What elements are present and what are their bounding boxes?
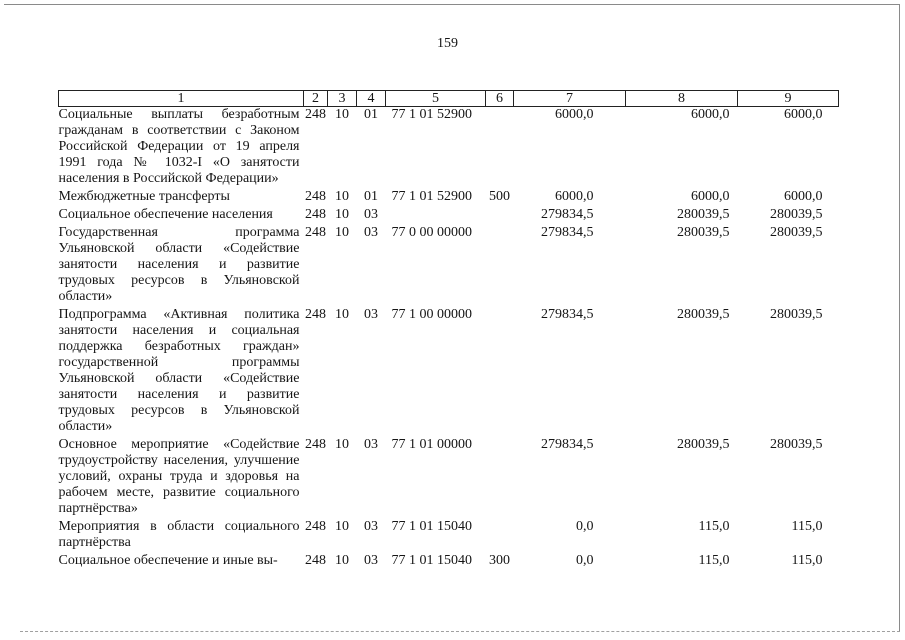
column-header: 3	[328, 91, 357, 107]
ministry-code: 248	[305, 553, 326, 568]
column-number-row	[59, 91, 839, 107]
amount-column-9: 115,0	[791, 553, 823, 568]
ministry-code: 248	[305, 189, 326, 204]
section-code: 10	[335, 307, 349, 322]
amount-column-7: 279834,5	[541, 207, 594, 222]
column-header: 8	[626, 91, 738, 107]
subsection-code: 03	[364, 225, 378, 240]
table-row	[59, 437, 839, 519]
section-code: 10	[335, 519, 349, 534]
expense-type-code	[486, 437, 514, 519]
column-header: 1	[59, 91, 304, 107]
amount-column-7: 279834,5	[541, 225, 594, 240]
expense-name: Межбюджетные трансферты	[58, 189, 230, 204]
amount-column-7: 279834,5	[541, 307, 594, 322]
amount-column-8: 280039,5	[677, 207, 730, 222]
expense-type-code	[486, 307, 514, 437]
subsection-code: 01	[364, 107, 378, 122]
subsection-code: 03	[364, 437, 378, 452]
table-row	[59, 189, 839, 207]
expense-type-code	[486, 519, 514, 553]
column-header: 9	[738, 91, 839, 107]
amount-column-9: 115,0	[791, 519, 823, 534]
amount-column-8: 115,0	[698, 519, 730, 534]
amount-column-8: 6000,0	[691, 189, 730, 204]
table-row	[59, 225, 839, 307]
ministry-code: 248	[305, 307, 326, 322]
amount-column-9: 280039,5	[770, 437, 823, 452]
column-header: 2	[304, 91, 328, 107]
section-code: 10	[335, 225, 349, 240]
target-article-code	[386, 207, 486, 225]
table-row	[59, 207, 839, 225]
amount-column-9: 280039,5	[770, 207, 823, 222]
amount-column-8: 280039,5	[677, 307, 730, 322]
expense-name: Мероприятия в области социального партнёрства	[58, 519, 300, 550]
amount-column-9: 280039,5	[770, 225, 823, 240]
amount-column-8: 115,0	[698, 553, 730, 568]
column-header: 5	[386, 91, 486, 107]
target-article-code: 77 0 00 00000	[391, 225, 472, 240]
expense-name: Подпрограмма «Активная политика занятости населения и социальная поддержка безработных граждан» государственной программы Ульяновской области «Содействие занятости населения и развитие трудовых ресурсов в Ульяновской области»	[58, 307, 300, 434]
subsection-code: 03	[364, 553, 378, 568]
target-article-code: 77 1 01 15040	[391, 519, 472, 534]
section-code: 10	[335, 189, 349, 204]
expense-name: Социальные выплаты безработным гражданам в соответствии с Законом Российской Федерации от 19 апреля 1991 года № 1032-I «О занятости населения в Российской Федерации»	[58, 107, 300, 186]
ministry-code: 248	[305, 519, 326, 534]
amount-column-7: 0,0	[576, 519, 594, 534]
subsection-code: 03	[364, 519, 378, 534]
expense-type-code: 500	[489, 189, 510, 204]
expense-type-code: 300	[489, 553, 510, 568]
amount-column-8: 280039,5	[677, 437, 730, 452]
amount-column-7: 6000,0	[555, 189, 594, 204]
target-article-code: 77 1 01 52900	[391, 189, 472, 204]
amount-column-8: 6000,0	[691, 107, 730, 122]
section-code: 10	[335, 437, 349, 452]
page-number: 159	[437, 36, 458, 51]
expense-type-code	[486, 225, 514, 307]
table-row	[59, 553, 839, 571]
ministry-code: 248	[305, 207, 326, 222]
target-article-code: 77 1 01 00000	[391, 437, 472, 452]
subsection-code: 01	[364, 189, 378, 204]
column-header: 7	[514, 91, 626, 107]
subsection-code: 03	[364, 207, 378, 222]
expense-name: Основное мероприятие «Содействие трудоустройству населения, улучшение условий, охраны труда и здоровья на рабочем месте, развитие социального партнёрства»	[58, 437, 300, 516]
budget-table	[58, 90, 839, 571]
ministry-code: 248	[305, 107, 326, 122]
ministry-code: 248	[305, 225, 326, 240]
amount-column-9: 6000,0	[784, 107, 823, 122]
target-article-code: 77 1 00 00000	[391, 307, 472, 322]
section-code: 10	[335, 207, 349, 222]
expense-name: Социальное обеспечение населения	[58, 207, 273, 222]
column-header: 6	[486, 91, 514, 107]
expense-type-code	[486, 107, 514, 190]
target-article-code: 77 1 01 15040	[391, 553, 472, 568]
bottom-divider	[20, 631, 900, 632]
table-row	[59, 107, 839, 190]
expense-name: Социальное обеспечение и иные вы-	[58, 553, 278, 568]
amount-column-7: 6000,0	[555, 107, 594, 122]
expense-type-code	[486, 207, 514, 225]
section-code: 10	[335, 553, 349, 568]
amount-column-7: 279834,5	[541, 437, 594, 452]
target-article-code: 77 1 01 52900	[391, 107, 472, 122]
column-header: 4	[357, 91, 386, 107]
subsection-code: 03	[364, 307, 378, 322]
amount-column-7: 0,0	[576, 553, 594, 568]
ministry-code: 248	[305, 437, 326, 452]
table-row	[59, 519, 839, 553]
amount-column-9: 280039,5	[770, 307, 823, 322]
amount-column-8: 280039,5	[677, 225, 730, 240]
table-row	[59, 307, 839, 437]
amount-column-9: 6000,0	[784, 189, 823, 204]
expense-name: Государственная программа Ульяновской области «Содействие занятости населения и развитие трудовых ресурсов в Ульяновской области»	[58, 225, 300, 304]
section-code: 10	[335, 107, 349, 122]
